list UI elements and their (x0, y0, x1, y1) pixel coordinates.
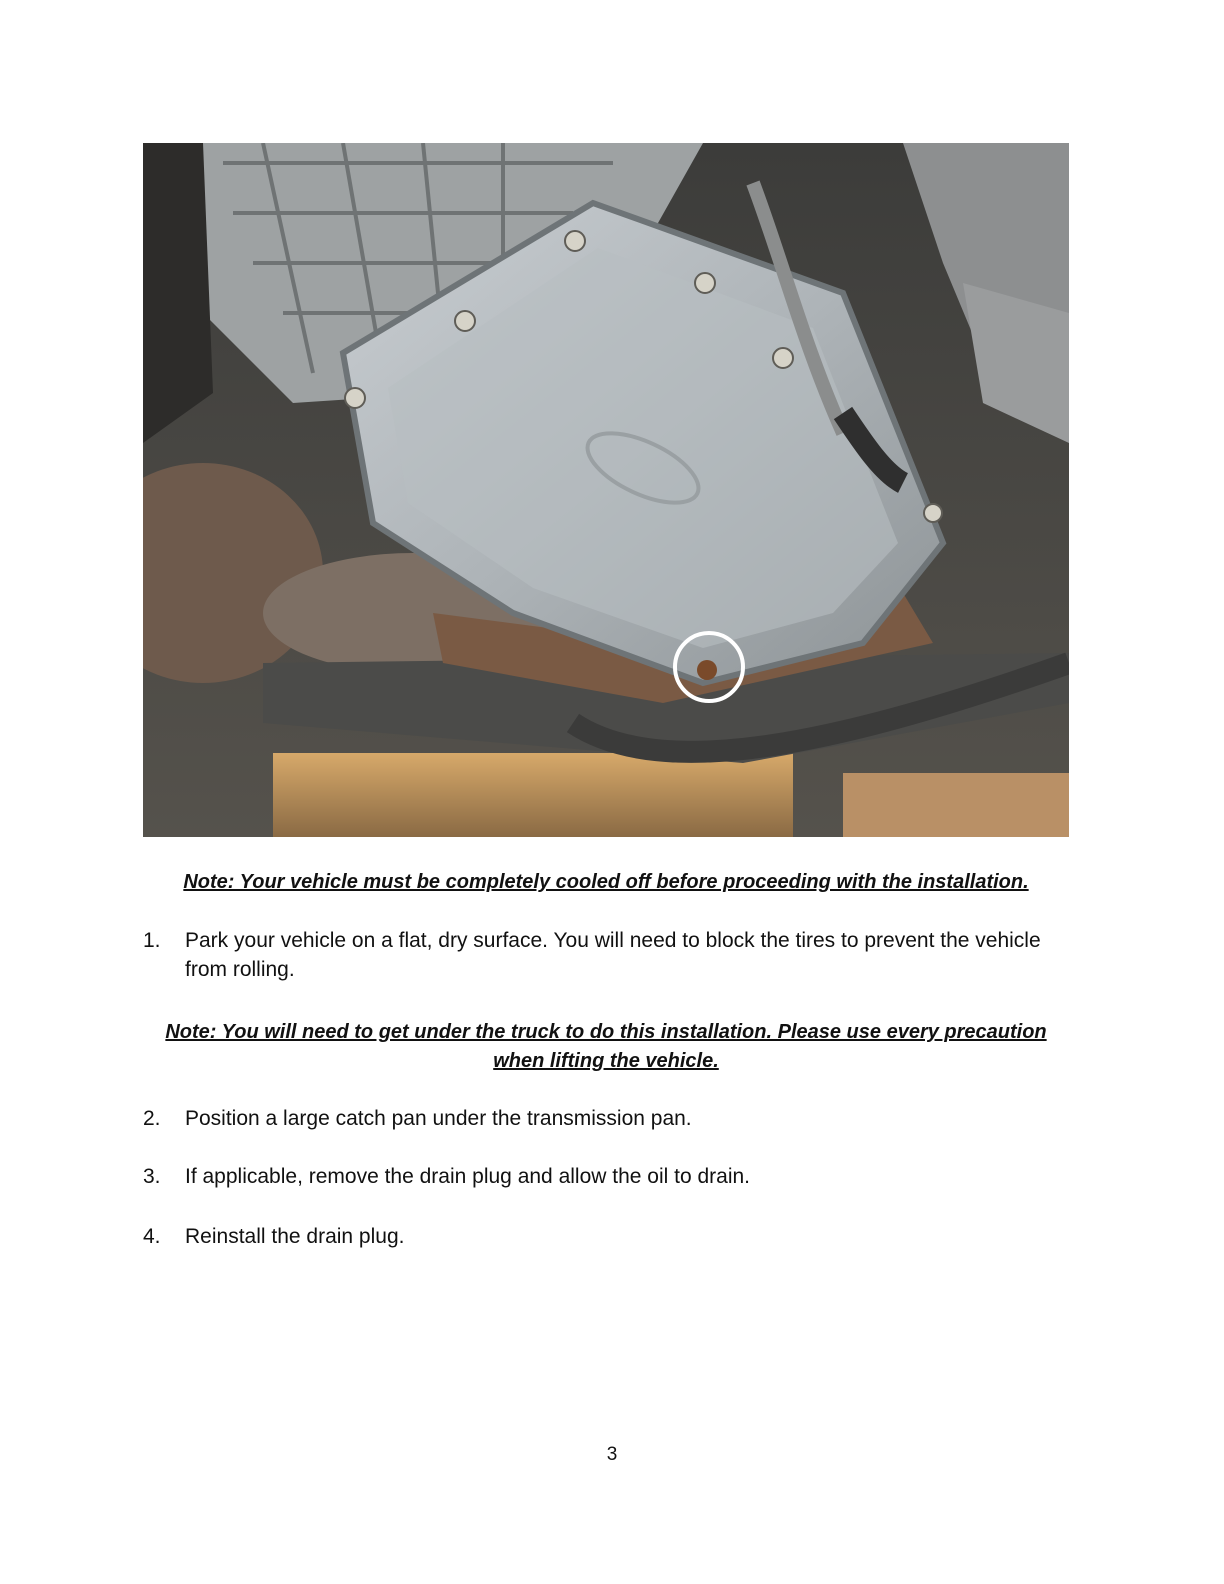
step-1-text: Park your vehicle on a flat, dry surface. You will need to block the tires to prevent the vehicle from rolling. (185, 929, 1041, 981)
cooldown-note: Note: Your vehicle must be completely cooled off before proceeding with the installation. (183, 871, 1029, 893)
step-4-number: 4. (143, 1225, 161, 1248)
step-4-text: Reinstall the drain plug. (185, 1225, 405, 1248)
step-2 (143, 1104, 1043, 1133)
transmission-pan-photo (143, 143, 1069, 837)
step-2-text: Position a large catch pan under the transmission pan. (185, 1107, 692, 1130)
step-4 (143, 1222, 1043, 1251)
lifting-safety-note: Note: You will need to get under the truck to do this installation. Please use every precaution when lifting the vehicle. (165, 1021, 1047, 1072)
step-2-number: 2. (143, 1107, 161, 1130)
step-3 (143, 1162, 1043, 1191)
step-3-text: If applicable, remove the drain plug and allow the oil to drain. (185, 1165, 751, 1188)
photo-illustration (143, 143, 1069, 837)
step-3-number: 3. (143, 1165, 161, 1188)
step-1-number: 1. (143, 929, 161, 952)
page-number: 3 (606, 1444, 618, 1465)
step-1 (143, 926, 1043, 984)
